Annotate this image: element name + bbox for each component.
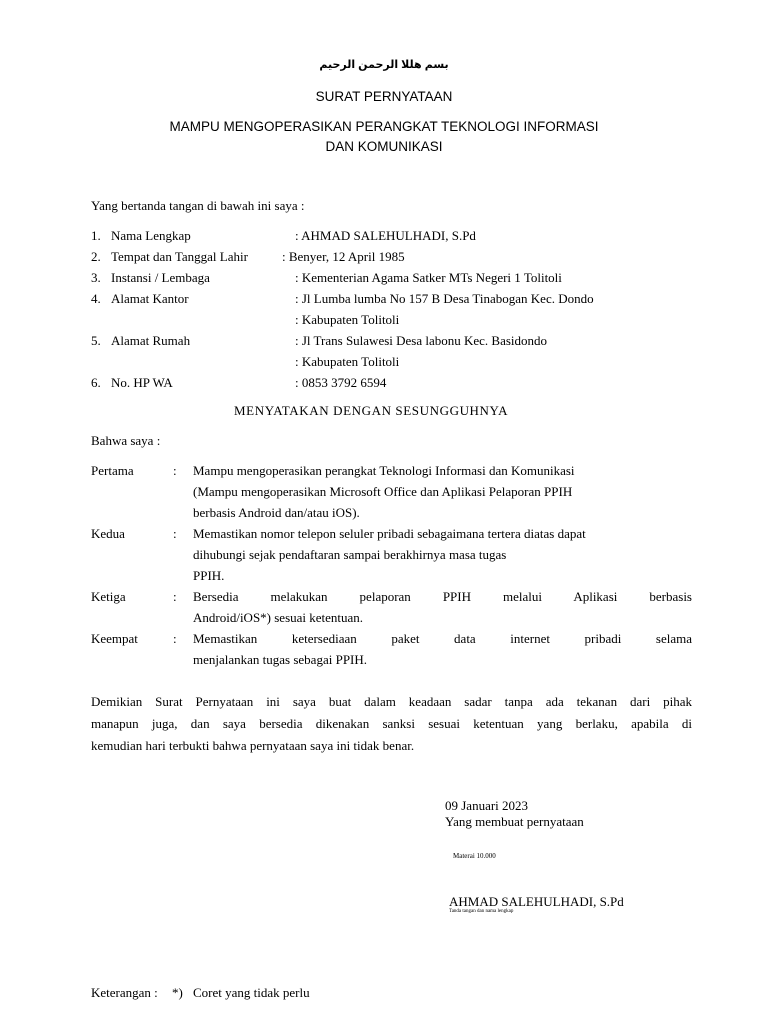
- statement-line: menjalankan tugas sebagai PPIH.: [193, 652, 368, 667]
- statement-line: Mampu mengoperasikan perangkat Teknologi Informasi dan Komunikasi: [193, 463, 575, 478]
- identity-value: : Kementerian Agama Satker MTs Negeri 1 Tolitoli: [295, 270, 562, 285]
- statement-line: Memastikan nomor telepon seluler pribadi sebagaimana tertera diatas dapat: [193, 526, 586, 541]
- statement-line: Bersedia melakukan pelaporan PPIH melalui Aplikasi berbasis: [193, 589, 692, 604]
- statement-line: (Mampu mengoperasikan Microsoft Office dan Aplikasi Pelaporan PPIH: [193, 484, 573, 499]
- footnote-text: Coret yang tidak perlu: [193, 985, 310, 1000]
- identity-value-continued: : Kabupaten Tolitoli: [295, 354, 400, 369]
- identity-label: Nama Lengkap: [111, 228, 191, 243]
- identity-number: 6.: [91, 375, 101, 390]
- identity-value: : Benyer, 12 April 1985: [282, 249, 405, 264]
- identity-label: Instansi / Lembaga: [111, 270, 210, 285]
- statement-label: Keempat: [91, 631, 138, 646]
- identity-value: : Jl Lumba lumba No 157 B Desa Tinabogan Kec. Dondo: [295, 291, 594, 306]
- signature-role: Yang membuat pernyataan: [445, 814, 584, 829]
- identity-number: 2.: [91, 249, 101, 264]
- identity-value-continued: : Kabupaten Tolitoli: [295, 312, 400, 327]
- closing-line: manapun juga, dan saya bersedia dikenakan sanksi sesuai ketentuan yang berlaku, apabila di: [91, 716, 692, 731]
- bahwa-saya-text: Bahwa saya :: [91, 433, 161, 448]
- footnote-label: Keterangan :: [91, 985, 158, 1000]
- statement-line: dihubungi sejak pendaftaran sampai berakhirnya masa tugas: [193, 547, 507, 562]
- statement-colon: :: [173, 463, 177, 478]
- identity-label: Alamat Kantor: [111, 291, 189, 306]
- identity-label: Tempat dan Tanggal Lahir: [111, 249, 248, 264]
- statement-label: Pertama: [91, 463, 134, 478]
- statement-colon: :: [173, 589, 177, 604]
- document-title: SURAT PERNYATAAN: [315, 89, 453, 104]
- identity-number: 5.: [91, 333, 101, 348]
- statement-line: Android/iOS*) sesuai ketentuan.: [193, 610, 364, 625]
- statement-colon: :: [173, 526, 177, 541]
- footnote-mark: *): [172, 985, 183, 1000]
- statement-label: Ketiga: [91, 589, 126, 604]
- statement-line: berbasis Android dan/atau iOS).: [193, 505, 360, 520]
- document-subtitle-line1: MAMPU MENGOPERASIKAN PERANGKAT TEKNOLOGI INFORMASI: [169, 119, 599, 134]
- signature-caption: Tanda tangan dan nama lengkap: [449, 909, 514, 914]
- identity-value: : 0853 3792 6594: [295, 375, 387, 390]
- identity-label: No. HP WA: [111, 375, 173, 390]
- identity-label: Alamat Rumah: [111, 333, 191, 348]
- document-subtitle-line2: DAN KOMUNIKASI: [325, 139, 443, 154]
- statement-line: Memastikan ketersediaan paket data internet pribadi selama: [193, 631, 692, 646]
- materai-stamp-label: Materai 10.000: [453, 852, 496, 860]
- statement-label: Kedua: [91, 526, 125, 541]
- basmalah: بسم هللا الرحمن الرحيم: [319, 59, 449, 71]
- identity-number: 4.: [91, 291, 101, 306]
- statement-colon: :: [173, 631, 177, 646]
- statement-line: PPIH.: [193, 568, 225, 583]
- identity-value: : Jl Trans Sulawesi Desa labonu Kec. Basidondo: [295, 333, 548, 348]
- closing-line: kemudian hari terbukti bahwa pernyataan saya ini tidak benar.: [91, 738, 415, 753]
- closing-line: Demikian Surat Pernyataan ini saya buat dalam keadaan sadar tanpa ada tekanan dari pihak: [91, 694, 692, 709]
- identity-value: : AHMAD SALEHULHADI, S.Pd: [295, 228, 476, 243]
- intro-text: Yang bertanda tangan di bawah ini saya :: [91, 198, 305, 213]
- identity-number: 1.: [91, 228, 101, 243]
- signatory-name: AHMAD SALEHULHADI, S.Pd: [449, 894, 624, 909]
- signature-date: 09 Januari 2023: [445, 798, 529, 813]
- identity-number: 3.: [91, 270, 101, 285]
- declaration-heading: MENYATAKAN DENGAN SESUNGGUHNYA: [234, 403, 509, 418]
